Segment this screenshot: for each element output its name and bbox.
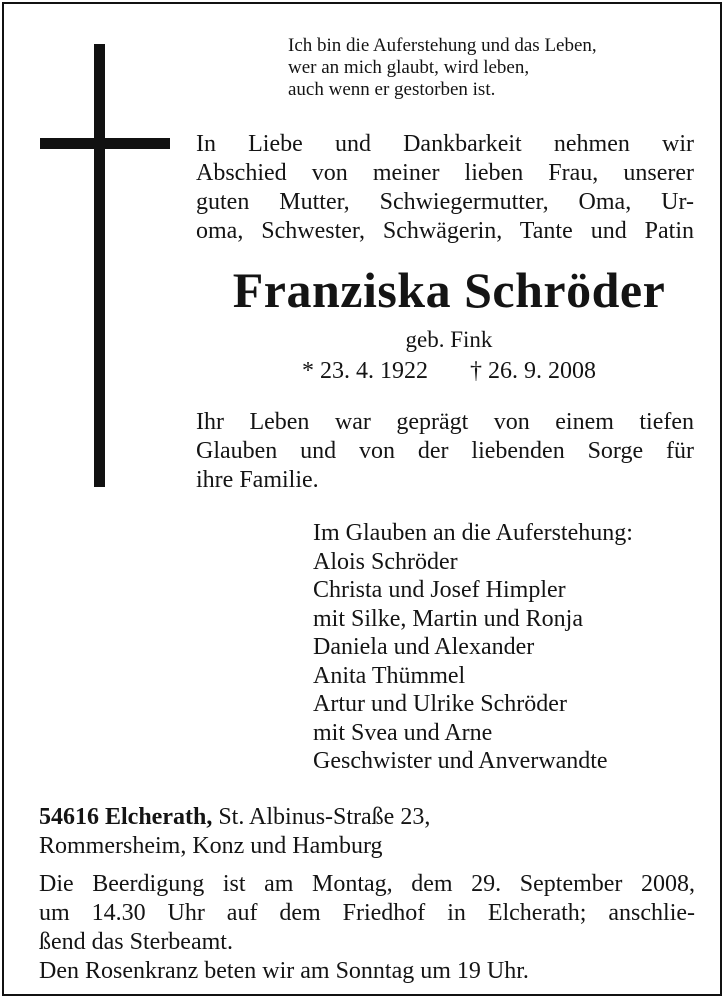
mourner-name: Alois Schröder xyxy=(313,548,458,575)
funeral-line: um 14.30 Uhr auf dem Friedhof in Elcherath; anschlie- xyxy=(39,900,695,926)
intro-line: Abschied von meiner lieben Frau, unserer xyxy=(196,160,694,186)
verse-line: wer an mich glaubt, wird leben, xyxy=(288,57,530,78)
intro-line: In Liebe und Dankbarkeit nehmen wir xyxy=(196,131,694,157)
street: St. Albinus-Straße 23, xyxy=(212,804,431,830)
mourner-name: Christa und Josef Himpler xyxy=(313,577,566,603)
verse-line: Ich bin die Auferstehung und das Leben, xyxy=(288,35,597,56)
deceased-name: Franziska Schröder xyxy=(232,262,666,318)
address-line-1 xyxy=(39,803,699,832)
funeral-info xyxy=(39,870,695,957)
bible-verse xyxy=(288,35,708,101)
life-dates: * 23. 4. 1922 † 26. 9. 2008 xyxy=(302,358,596,384)
intro-line: oma, Schwester, Schwägerin, Tante und Patin xyxy=(196,218,694,244)
cross-icon-beam xyxy=(40,138,170,149)
birth-name: geb. Fink xyxy=(405,327,493,352)
life-line: Glauben und von der liebenden Sorge für xyxy=(196,438,694,464)
intro-paragraph xyxy=(196,130,694,246)
funeral-line: Die Beerdigung ist am Montag, dem 29. September 2008, xyxy=(39,871,695,897)
mourners-block xyxy=(313,519,713,776)
intro-line: guten Mutter, Schwiegermutter, Oma, Ur- xyxy=(196,189,694,215)
life-paragraph xyxy=(196,408,694,495)
mourner-name: mit Silke, Martin und Ronja xyxy=(313,605,583,632)
obituary-notice xyxy=(2,2,722,996)
funeral-line: ßend das Sterbeamt. xyxy=(39,929,233,955)
address-block xyxy=(39,803,699,861)
mourner-name: mit Svea und Arne xyxy=(313,719,493,746)
life-line: ihre Familie. xyxy=(196,467,319,493)
mourner-name: Daniela und Alexander xyxy=(313,634,535,660)
rosary-info: Den Rosenkranz beten wir am Sonntag um 19 Uhr. xyxy=(39,958,529,984)
postal-code-city: 54616 Elcherath, xyxy=(39,804,213,830)
mourner-name: Artur und Ulrike Schröder xyxy=(313,691,567,717)
mourners-heading: Im Glauben an die Auferstehung: xyxy=(313,520,633,546)
life-line: Ihr Leben war geprägt von einem tiefen xyxy=(196,409,694,435)
mourner-name: Geschwister und Anverwandte xyxy=(313,748,608,774)
address-line-2: Rommersheim, Konz und Hamburg xyxy=(39,833,383,859)
mourner-name: Anita Thümmel xyxy=(313,662,466,689)
verse-line: auch wenn er gestorben ist. xyxy=(288,79,496,100)
